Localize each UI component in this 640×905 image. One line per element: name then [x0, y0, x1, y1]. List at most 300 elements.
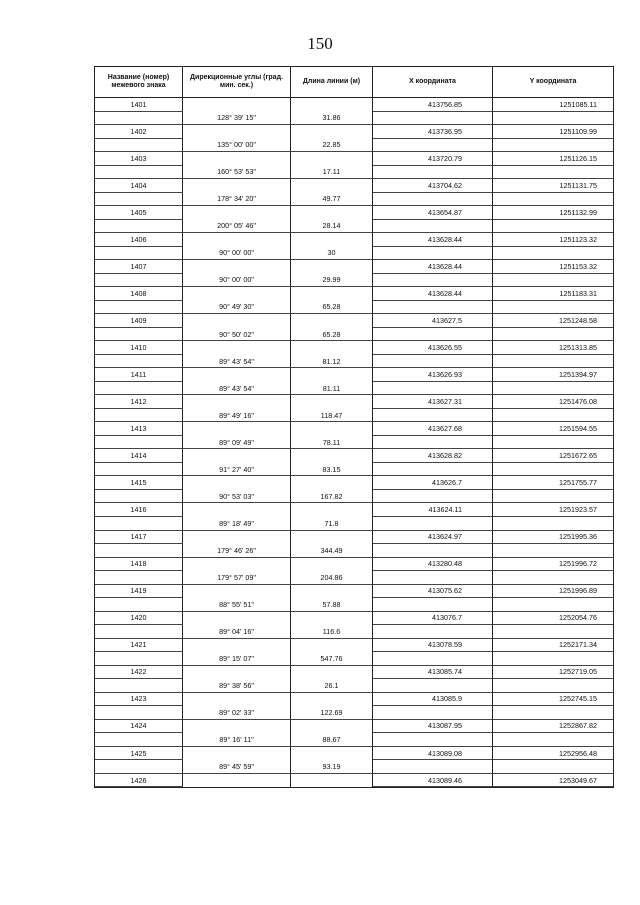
line-length: 71.8 [291, 517, 373, 531]
empty-cell [291, 720, 373, 734]
empty-cell [291, 152, 373, 166]
table-header [95, 67, 613, 98]
direction-angle: 90° 00' 00" [183, 274, 291, 288]
empty-cell [373, 247, 493, 261]
header-length: Длина линии (м) [291, 67, 373, 97]
mark-name: 1420 [95, 612, 183, 626]
direction-angle: 89° 49' 16" [183, 409, 291, 423]
table-row [95, 652, 613, 666]
empty-cell [493, 490, 613, 504]
empty-cell [95, 463, 183, 477]
mark-name: 1407 [95, 260, 183, 274]
table-row [95, 774, 613, 788]
y-coordinate: 1252867.82 [493, 720, 613, 734]
table-row [95, 720, 613, 734]
x-coordinate: 413628.44 [373, 233, 493, 247]
table-row [95, 517, 613, 531]
table-row [95, 733, 613, 747]
table-row [95, 666, 613, 680]
empty-cell [95, 247, 183, 261]
mark-name: 1409 [95, 314, 183, 328]
direction-angle: 89° 02' 33" [183, 706, 291, 720]
empty-cell [183, 531, 291, 545]
empty-cell [291, 179, 373, 193]
x-coordinate: 413626.93 [373, 368, 493, 382]
empty-cell [183, 179, 291, 193]
y-coordinate: 1251153.32 [493, 260, 613, 274]
empty-cell [373, 571, 493, 585]
table-row [95, 558, 613, 572]
mark-name: 1412 [95, 395, 183, 409]
empty-cell [493, 112, 613, 126]
boundary-marks-table [94, 66, 614, 788]
mark-name: 1424 [95, 720, 183, 734]
table-row [95, 355, 613, 369]
direction-angle: 179° 57' 09" [183, 571, 291, 585]
direction-angle: 89° 38' 56" [183, 679, 291, 693]
direction-angle: 89° 04' 16" [183, 625, 291, 639]
direction-angle: 90° 50' 02" [183, 328, 291, 342]
empty-cell [493, 409, 613, 423]
x-coordinate: 413654.87 [373, 206, 493, 220]
table-row [95, 341, 613, 355]
y-coordinate: 1252956.48 [493, 747, 613, 761]
empty-cell [493, 220, 613, 234]
empty-cell [493, 193, 613, 207]
y-coordinate: 1251755.77 [493, 476, 613, 490]
empty-cell [291, 747, 373, 761]
empty-cell [373, 733, 493, 747]
empty-cell [291, 314, 373, 328]
empty-cell [493, 760, 613, 774]
empty-cell [95, 112, 183, 126]
x-coordinate: 413626.7 [373, 476, 493, 490]
y-coordinate: 1252719.05 [493, 666, 613, 680]
empty-cell [291, 341, 373, 355]
header-name: Название (номер) межевого знака [95, 67, 183, 97]
table-row [95, 274, 613, 288]
direction-angle: 89° 43' 54" [183, 355, 291, 369]
empty-cell [373, 598, 493, 612]
table-row [95, 247, 613, 261]
y-coordinate: 1251476.08 [493, 395, 613, 409]
table-row [95, 395, 613, 409]
y-coordinate: 1251132.99 [493, 206, 613, 220]
table-row [95, 193, 613, 207]
mark-name: 1403 [95, 152, 183, 166]
direction-angle: 88° 55' 51" [183, 598, 291, 612]
empty-cell [493, 463, 613, 477]
empty-cell [95, 679, 183, 693]
empty-cell [493, 436, 613, 450]
table-row [95, 301, 613, 315]
table-row [95, 139, 613, 153]
mark-name: 1413 [95, 422, 183, 436]
empty-cell [373, 328, 493, 342]
table-row [95, 503, 613, 517]
empty-cell [493, 652, 613, 666]
empty-cell [183, 422, 291, 436]
line-length: 78.11 [291, 436, 373, 450]
empty-cell [183, 125, 291, 139]
x-coordinate: 413704.62 [373, 179, 493, 193]
x-coordinate: 413627.31 [373, 395, 493, 409]
table-row [95, 693, 613, 707]
empty-cell [373, 517, 493, 531]
empty-cell [373, 436, 493, 450]
table-row [95, 625, 613, 639]
table-row [95, 314, 613, 328]
y-coordinate: 1251131.75 [493, 179, 613, 193]
direction-angle: 89° 45' 59" [183, 760, 291, 774]
table-row [95, 679, 613, 693]
empty-cell [373, 679, 493, 693]
empty-cell [493, 382, 613, 396]
empty-cell [373, 382, 493, 396]
table-row [95, 422, 613, 436]
empty-cell [95, 652, 183, 666]
x-coordinate: 413624.11 [373, 503, 493, 517]
header-angles: Дирекционные углы (град. мин. сек.) [183, 67, 291, 97]
table-row [95, 436, 613, 450]
line-length: 167.82 [291, 490, 373, 504]
empty-cell [291, 260, 373, 274]
empty-cell [183, 639, 291, 653]
empty-cell [291, 666, 373, 680]
x-coordinate: 413089.46 [373, 774, 493, 788]
empty-cell [291, 585, 373, 599]
y-coordinate: 1252745.15 [493, 693, 613, 707]
empty-cell [291, 395, 373, 409]
table-row [95, 233, 613, 247]
empty-cell [95, 355, 183, 369]
line-length: 26.1 [291, 679, 373, 693]
line-length: 28.14 [291, 220, 373, 234]
empty-cell [291, 639, 373, 653]
empty-cell [183, 747, 291, 761]
x-coordinate: 413628.82 [373, 449, 493, 463]
line-length: 29.99 [291, 274, 373, 288]
y-coordinate: 1251672.65 [493, 449, 613, 463]
y-coordinate: 1251109.99 [493, 125, 613, 139]
table-row [95, 571, 613, 585]
table-row [95, 612, 613, 626]
mark-name: 1417 [95, 531, 183, 545]
direction-angle: 135° 00' 00" [183, 139, 291, 153]
line-length: 31.86 [291, 112, 373, 126]
mark-name: 1408 [95, 287, 183, 301]
empty-cell [95, 490, 183, 504]
empty-cell [95, 598, 183, 612]
table-row [95, 476, 613, 490]
mark-name: 1402 [95, 125, 183, 139]
direction-angle: 90° 00' 00" [183, 247, 291, 261]
direction-angle: 179° 46' 26" [183, 544, 291, 558]
empty-cell [183, 558, 291, 572]
x-coordinate: 413075.62 [373, 585, 493, 599]
y-coordinate: 1251923.57 [493, 503, 613, 517]
empty-cell [183, 476, 291, 490]
y-coordinate: 1251183.31 [493, 287, 613, 301]
empty-cell [373, 760, 493, 774]
empty-cell [493, 598, 613, 612]
table-body [95, 98, 613, 787]
x-coordinate: 413078.59 [373, 639, 493, 653]
table-row [95, 544, 613, 558]
table-row [95, 98, 613, 112]
direction-angle: 90° 53' 03" [183, 490, 291, 504]
empty-cell [95, 760, 183, 774]
mark-name: 1404 [95, 179, 183, 193]
empty-cell [373, 706, 493, 720]
empty-cell [493, 544, 613, 558]
empty-cell [95, 517, 183, 531]
y-coordinate: 1251126.15 [493, 152, 613, 166]
line-length: 83.15 [291, 463, 373, 477]
y-coordinate: 1251123.32 [493, 233, 613, 247]
empty-cell [373, 139, 493, 153]
empty-cell [95, 193, 183, 207]
direction-angle: 89° 18' 49" [183, 517, 291, 531]
x-coordinate: 413628.44 [373, 260, 493, 274]
empty-cell [95, 382, 183, 396]
table-row [95, 449, 613, 463]
empty-cell [493, 328, 613, 342]
header-x: X координата [373, 67, 493, 97]
line-length: 30 [291, 247, 373, 261]
empty-cell [95, 625, 183, 639]
page-number: 150 [307, 34, 333, 53]
table-row [95, 409, 613, 423]
empty-cell [95, 166, 183, 180]
empty-cell [291, 125, 373, 139]
x-coordinate: 413280.48 [373, 558, 493, 572]
x-coordinate: 413085.9 [373, 693, 493, 707]
empty-cell [291, 531, 373, 545]
empty-cell [291, 98, 373, 112]
line-length: 118.47 [291, 409, 373, 423]
mark-name: 1423 [95, 693, 183, 707]
line-length: 81.11 [291, 382, 373, 396]
empty-cell [95, 706, 183, 720]
empty-cell [183, 98, 291, 112]
table-row [95, 463, 613, 477]
direction-angle: 128° 39' 15" [183, 112, 291, 126]
table-row [95, 760, 613, 774]
empty-cell [95, 436, 183, 450]
line-length: 547.76 [291, 652, 373, 666]
empty-cell [95, 274, 183, 288]
direction-angle: 89° 16' 11" [183, 733, 291, 747]
empty-cell [95, 409, 183, 423]
mark-name: 1425 [95, 747, 183, 761]
y-coordinate: 1251085.11 [493, 98, 613, 112]
table-row [95, 747, 613, 761]
direction-angle: 200° 05' 46" [183, 220, 291, 234]
x-coordinate: 413627.5 [373, 314, 493, 328]
empty-cell [183, 287, 291, 301]
line-length: 204.86 [291, 571, 373, 585]
empty-cell [373, 544, 493, 558]
y-coordinate: 1251594.55 [493, 422, 613, 436]
empty-cell [291, 503, 373, 517]
empty-cell [373, 355, 493, 369]
empty-cell [493, 571, 613, 585]
direction-angle: 89° 15' 07" [183, 652, 291, 666]
table-row [95, 166, 613, 180]
mark-name: 1410 [95, 341, 183, 355]
table-row [95, 368, 613, 382]
y-coordinate: 1251394.97 [493, 368, 613, 382]
empty-cell [95, 301, 183, 315]
empty-cell [373, 652, 493, 666]
empty-cell [373, 301, 493, 315]
empty-cell [373, 463, 493, 477]
line-length: 93.19 [291, 760, 373, 774]
x-coordinate: 413628.44 [373, 287, 493, 301]
x-coordinate: 413087.95 [373, 720, 493, 734]
empty-cell [183, 206, 291, 220]
direction-angle: 160° 53' 53" [183, 166, 291, 180]
empty-cell [291, 422, 373, 436]
empty-cell [493, 517, 613, 531]
table-row [95, 706, 613, 720]
empty-cell [493, 139, 613, 153]
table-row [95, 639, 613, 653]
x-coordinate: 413085.74 [373, 666, 493, 680]
line-length: 49.77 [291, 193, 373, 207]
table-row [95, 287, 613, 301]
empty-cell [183, 449, 291, 463]
table-row [95, 112, 613, 126]
empty-cell [291, 287, 373, 301]
empty-cell [183, 233, 291, 247]
table-row [95, 382, 613, 396]
empty-cell [493, 733, 613, 747]
line-length: 17.11 [291, 166, 373, 180]
mark-name: 1415 [95, 476, 183, 490]
empty-cell [493, 274, 613, 288]
mark-name: 1401 [95, 98, 183, 112]
empty-cell [291, 693, 373, 707]
empty-cell [95, 544, 183, 558]
direction-angle: 90° 49' 30" [183, 301, 291, 315]
empty-cell [95, 571, 183, 585]
empty-cell [95, 733, 183, 747]
y-coordinate: 1251995.36 [493, 531, 613, 545]
empty-cell [373, 274, 493, 288]
line-length: 81.12 [291, 355, 373, 369]
line-length: 344.49 [291, 544, 373, 558]
table-row [95, 531, 613, 545]
y-coordinate: 1251313.85 [493, 341, 613, 355]
empty-cell [373, 112, 493, 126]
y-coordinate: 1252054.76 [493, 612, 613, 626]
empty-cell [183, 503, 291, 517]
x-coordinate: 413627.68 [373, 422, 493, 436]
empty-cell [291, 368, 373, 382]
mark-name: 1405 [95, 206, 183, 220]
empty-cell [493, 679, 613, 693]
x-coordinate: 413089.08 [373, 747, 493, 761]
empty-cell [183, 368, 291, 382]
x-coordinate: 413720.79 [373, 152, 493, 166]
line-length: 22.85 [291, 139, 373, 153]
line-length: 65.28 [291, 301, 373, 315]
empty-cell [493, 625, 613, 639]
y-coordinate: 1253049.67 [493, 774, 613, 788]
mark-name: 1411 [95, 368, 183, 382]
empty-cell [183, 774, 291, 788]
empty-cell [373, 409, 493, 423]
empty-cell [183, 693, 291, 707]
empty-cell [493, 166, 613, 180]
mark-name: 1426 [95, 774, 183, 788]
line-length: 116.6 [291, 625, 373, 639]
empty-cell [183, 666, 291, 680]
direction-angle: 178° 34' 20" [183, 193, 291, 207]
line-length: 65.28 [291, 328, 373, 342]
y-coordinate: 1252171.34 [493, 639, 613, 653]
x-coordinate: 413736.95 [373, 125, 493, 139]
empty-cell [373, 166, 493, 180]
empty-cell [493, 247, 613, 261]
empty-cell [373, 625, 493, 639]
empty-cell [373, 220, 493, 234]
mark-name: 1422 [95, 666, 183, 680]
empty-cell [291, 449, 373, 463]
empty-cell [291, 612, 373, 626]
empty-cell [373, 193, 493, 207]
mark-name: 1418 [95, 558, 183, 572]
table-row [95, 598, 613, 612]
x-coordinate: 413624.97 [373, 531, 493, 545]
y-coordinate: 1251248.58 [493, 314, 613, 328]
empty-cell [291, 558, 373, 572]
empty-cell [183, 585, 291, 599]
header-y: Y координата [529, 78, 577, 85]
table-row [95, 179, 613, 193]
table-row [95, 125, 613, 139]
empty-cell [183, 152, 291, 166]
empty-cell [95, 328, 183, 342]
line-length: 88.67 [291, 733, 373, 747]
empty-cell [493, 355, 613, 369]
empty-cell [183, 395, 291, 409]
line-length: 122.69 [291, 706, 373, 720]
line-length: 57.88 [291, 598, 373, 612]
empty-cell [291, 233, 373, 247]
y-coordinate: 1251996.89 [493, 585, 613, 599]
y-coordinate: 1251996.72 [493, 558, 613, 572]
table-row [95, 260, 613, 274]
mark-name: 1419 [95, 585, 183, 599]
empty-cell [373, 490, 493, 504]
x-coordinate: 413076.7 [373, 612, 493, 626]
empty-cell [95, 220, 183, 234]
empty-cell [493, 706, 613, 720]
empty-cell [291, 774, 373, 788]
direction-angle: 89° 43' 54" [183, 382, 291, 396]
empty-cell [493, 301, 613, 315]
empty-cell [183, 260, 291, 274]
table-row [95, 490, 613, 504]
empty-cell [183, 341, 291, 355]
table-row [95, 328, 613, 342]
direction-angle: 91° 27' 40" [183, 463, 291, 477]
mark-name: 1416 [95, 503, 183, 517]
table-row [95, 206, 613, 220]
